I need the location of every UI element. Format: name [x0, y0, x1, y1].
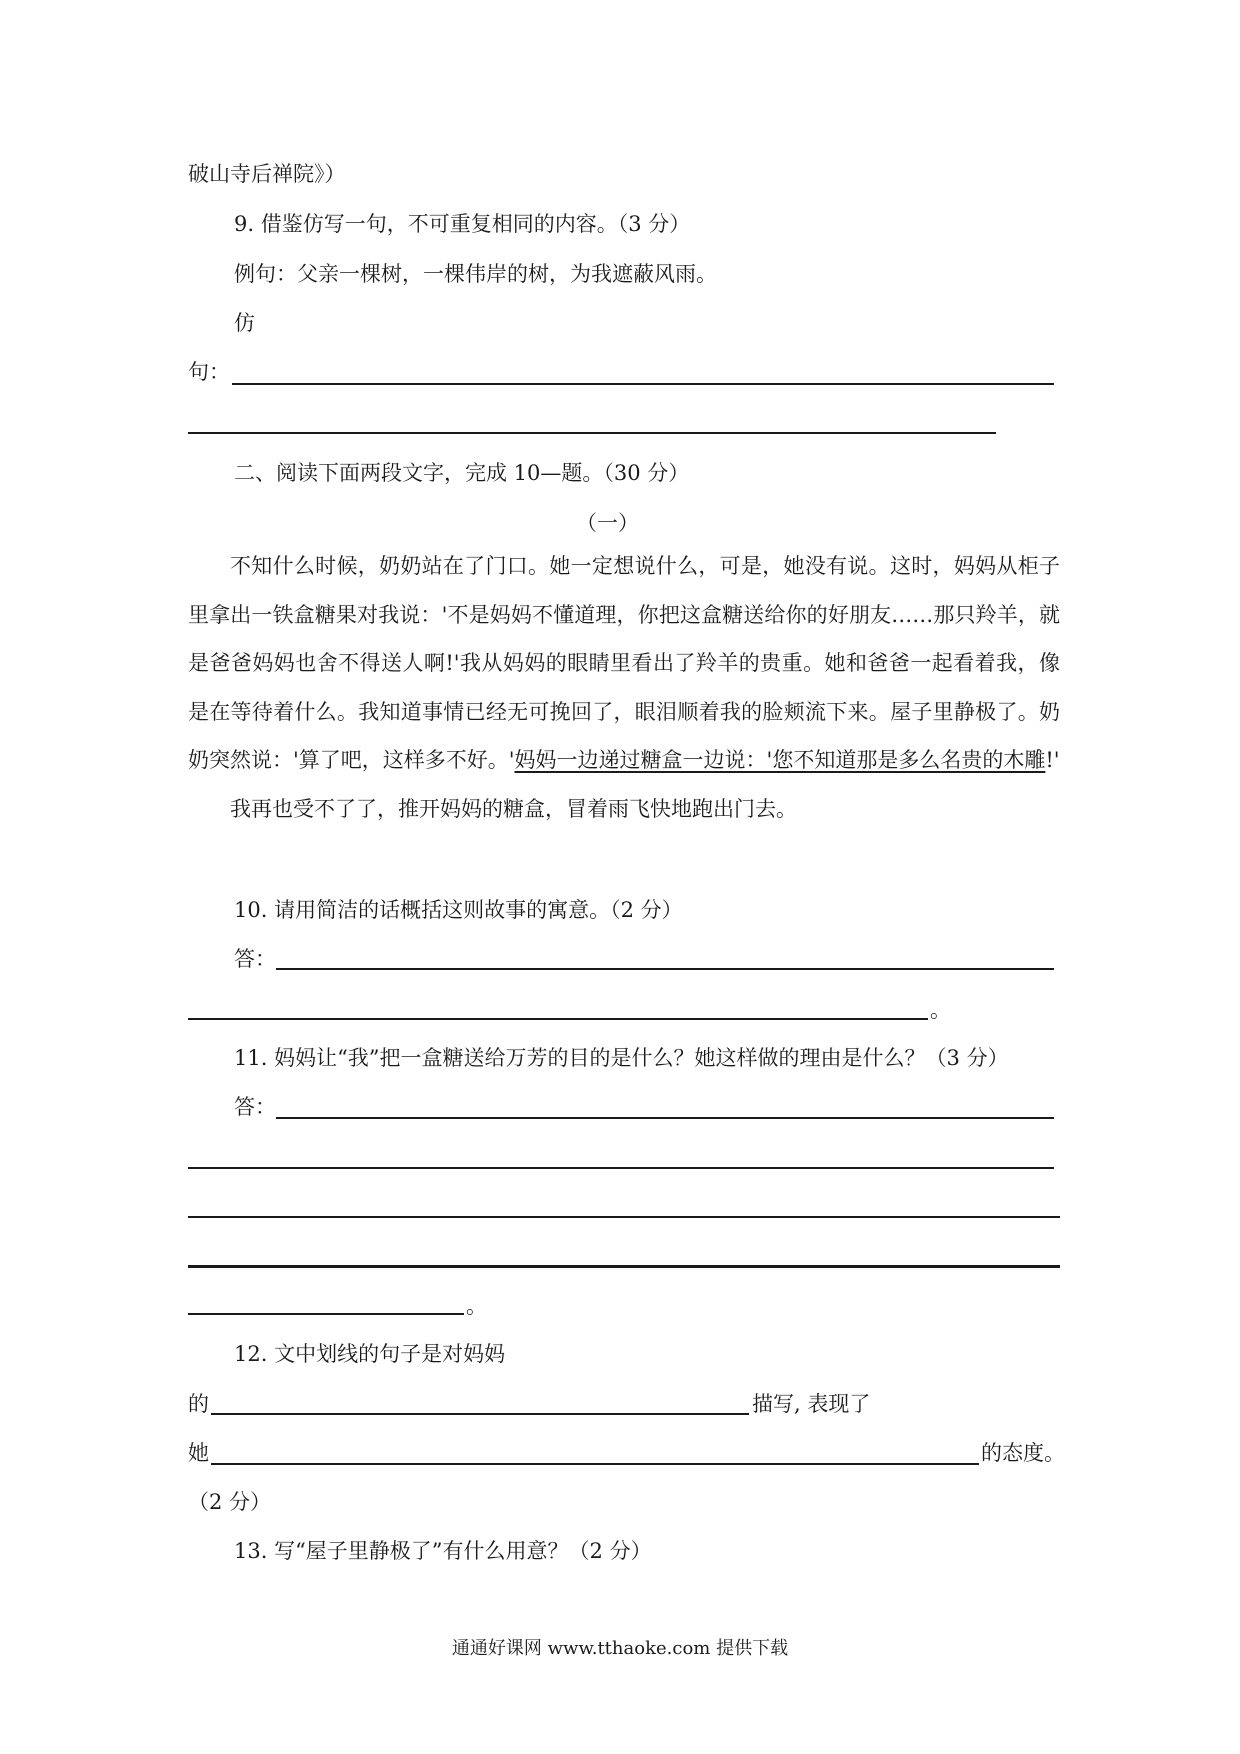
- question-9-prompt: 9. 借鉴仿写一句，不可重复相同的内容。（3 分）: [234, 212, 691, 236]
- question-12-score: （2 分）: [188, 1490, 272, 1514]
- question-12-end-text: 的态度。: [981, 1441, 1065, 1465]
- passage-part-label: （一）: [576, 511, 639, 535]
- question-9-answer-label-part2: 句：: [188, 360, 230, 384]
- question-11-answer-line-3: [188, 1216, 1060, 1218]
- question-12-label-ta: 她: [188, 1441, 209, 1465]
- question-10-answer-label: 答：: [234, 947, 276, 971]
- question-11-answer-line-5: [188, 1313, 464, 1315]
- question-10-end-mark: 。: [930, 998, 951, 1022]
- passage-paragraph-1-text: 不知什么时候，奶奶站在了门口。她一定想说什么，可是，她没有说。这时，妈妈从柜子里拿出一铁盒糖果对我说：'不是妈妈不懂道理，你把这盒糖送给你的好朋友……那只羚羊，就是爸爸妈妈也舍不得送人啊!'我从妈妈的眼睛里看出了羚羊的贵重。她和爸爸一起看着我，像是在等待着什么。我知道事情已经无可挽回了，眼泪顺着我的脸颊流下来。屋子里静极了。奶奶突然说：'算了吧，这样多不好。': [188, 554, 1060, 772]
- question-12-blank-1: [211, 1413, 749, 1415]
- passage-paragraph-1: [188, 542, 1060, 785]
- page-footer: 通通好课网 www.tthaoke.com 提供下载: [451, 1638, 789, 1659]
- question-12-prompt: 12. 文中划线的句子是对妈妈: [234, 1342, 506, 1366]
- continued-text: 破山寺后禅院》）: [188, 162, 346, 186]
- question-11-answer-line-2: [188, 1167, 1054, 1169]
- passage-paragraph-1-tail: !': [1045, 748, 1060, 772]
- question-11-prompt: 11. 妈妈让“我”把一盒糖送给万芳的目的是什么？她这样做的理由是什么？（3 分）: [234, 1046, 1009, 1070]
- question-12-label-de: 的: [188, 1392, 209, 1416]
- question-12-middle-text: 描写, 表现了: [752, 1392, 871, 1416]
- question-13-prompt: 13. 写“屋子里静极了”有什么用意？（2 分）: [234, 1539, 652, 1563]
- question-11-answer-line-1: [276, 1117, 1054, 1119]
- question-9-answer-line-2: [188, 432, 996, 434]
- question-9-answer-label-part1: 仿: [234, 311, 255, 335]
- question-12-blank-2: [211, 1463, 979, 1465]
- reading-passage: [188, 542, 1060, 833]
- question-9-answer-line-1: [232, 383, 1054, 385]
- question-10-prompt: 10. 请用简洁的话概括这则故事的寓意。（2 分）: [234, 898, 683, 922]
- question-11-answer-label: 答：: [234, 1095, 276, 1119]
- section-2-heading: 二、阅读下面两段文字，完成 10—题。（30 分）: [234, 461, 690, 485]
- question-9-example: 例句：父亲一棵树，一棵伟岸的树，为我遮蔽风雨。: [234, 262, 717, 286]
- question-11-end-mark: 。: [466, 1294, 487, 1318]
- question-11-answer-line-4: [188, 1265, 1060, 1268]
- passage-paragraph-2: 我再也受不了了，推开妈妈的糖盒，冒着雨飞快地跑出门去。: [230, 796, 797, 821]
- question-10-answer-line-2: [188, 1018, 928, 1020]
- question-10-answer-line-1: [276, 968, 1054, 970]
- underlined-sentence: 妈妈一边递过糖盒一边说：'您不知道那是多么名贵的木雕: [514, 748, 1046, 772]
